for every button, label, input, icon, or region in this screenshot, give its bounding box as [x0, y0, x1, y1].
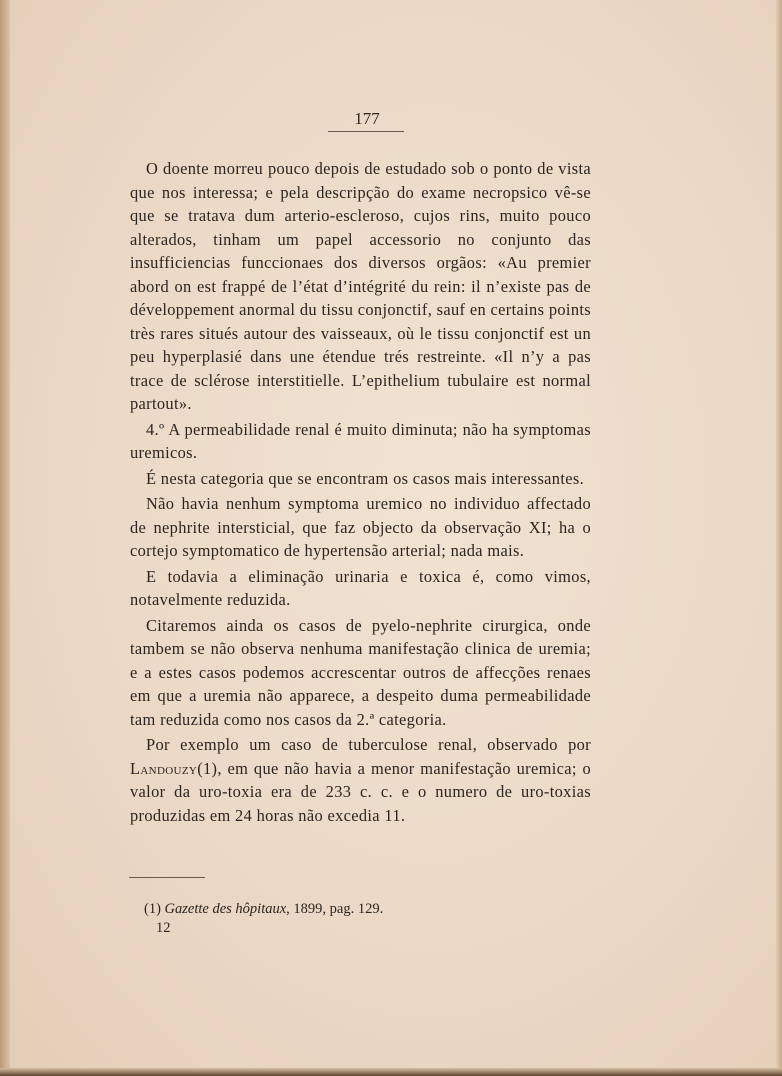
body-text	[130, 157, 591, 827]
paragraph: E todavia a eliminação urinaria e toxica é, como vimos, notavelmente reduzida.	[130, 566, 591, 609]
page-edge-right	[776, 0, 782, 1076]
paragraph: É nesta categoria que se encontram os casos mais interessantes.	[146, 468, 585, 488]
paragraph: Não havia nenhum symptoma uremico no individuo affectado de nephrite intersticial, que faz objecto da observação XI; ha o cortejo symptomatico de hypertensão arterial; nada mais.	[130, 494, 591, 560]
page-number: 177	[354, 109, 380, 128]
page-edge-bottom	[0, 1068, 782, 1076]
footnote-journal: Gazette des hôpitaux	[164, 901, 287, 917]
paragraph: O doente morreu pouco depois de estudado sob o ponto de vista que nos interessa; e pela descripção do exame necropsico vê-se que se tratava dum arterio-escleroso, cujos rins, muito pouco alterados, tinham um papel accessorio no conjunto das insufficiencias funccionaes dos diversos orgãos: «Au premier abord on est frappé de l’état d’intégrité du rein: il n’existe pas de développement anormal du tissu conjonctif, sauf en certains points très rares situés autour des vaisseaux, où le tissu conjonctif est un peu hyperplasié dans une étendue trés restreinte. «Il n’y a pas trace de sclérose interstitielle. L’epithelium tubulaire est normal partout».	[130, 159, 591, 413]
footnote-text: , 1899, pag. 129.	[286, 901, 384, 917]
footnote	[144, 901, 544, 918]
paragraph-text: Por exemplo um caso de tuberculose renal, observado por	[146, 735, 591, 754]
paragraph-text: (1), em que não havia a menor manifestação uremica; o valor da uro-toxia era de 233 c. c. e o numero de uro-toxias produzidas em 24 horas não excedia 11.	[130, 758, 591, 825]
paragraph-last	[130, 733, 591, 827]
cited-author: Landouzy	[130, 758, 198, 778]
footnote-rule	[129, 877, 205, 878]
signature-mark: 12	[156, 920, 171, 936]
header-rule	[328, 131, 404, 132]
paragraph: Citaremos ainda os casos de pyelo-nephrite cirurgica, onde tambem se não observa nenhuma manifestação clinica de uremia; e a estes casos podemos accrescentar outros de affecções renaes em que a uremia não apparece, a despeito duma permeabilidade tam reduzida como nos casos da 2.ª categoria.	[130, 615, 591, 729]
footnote-marker: (1)	[144, 901, 161, 917]
page-gutter	[0, 0, 10, 1076]
paragraph: 4.º A permeabilidade renal é muito diminuta; não ha symptomas uremicos.	[130, 419, 591, 462]
